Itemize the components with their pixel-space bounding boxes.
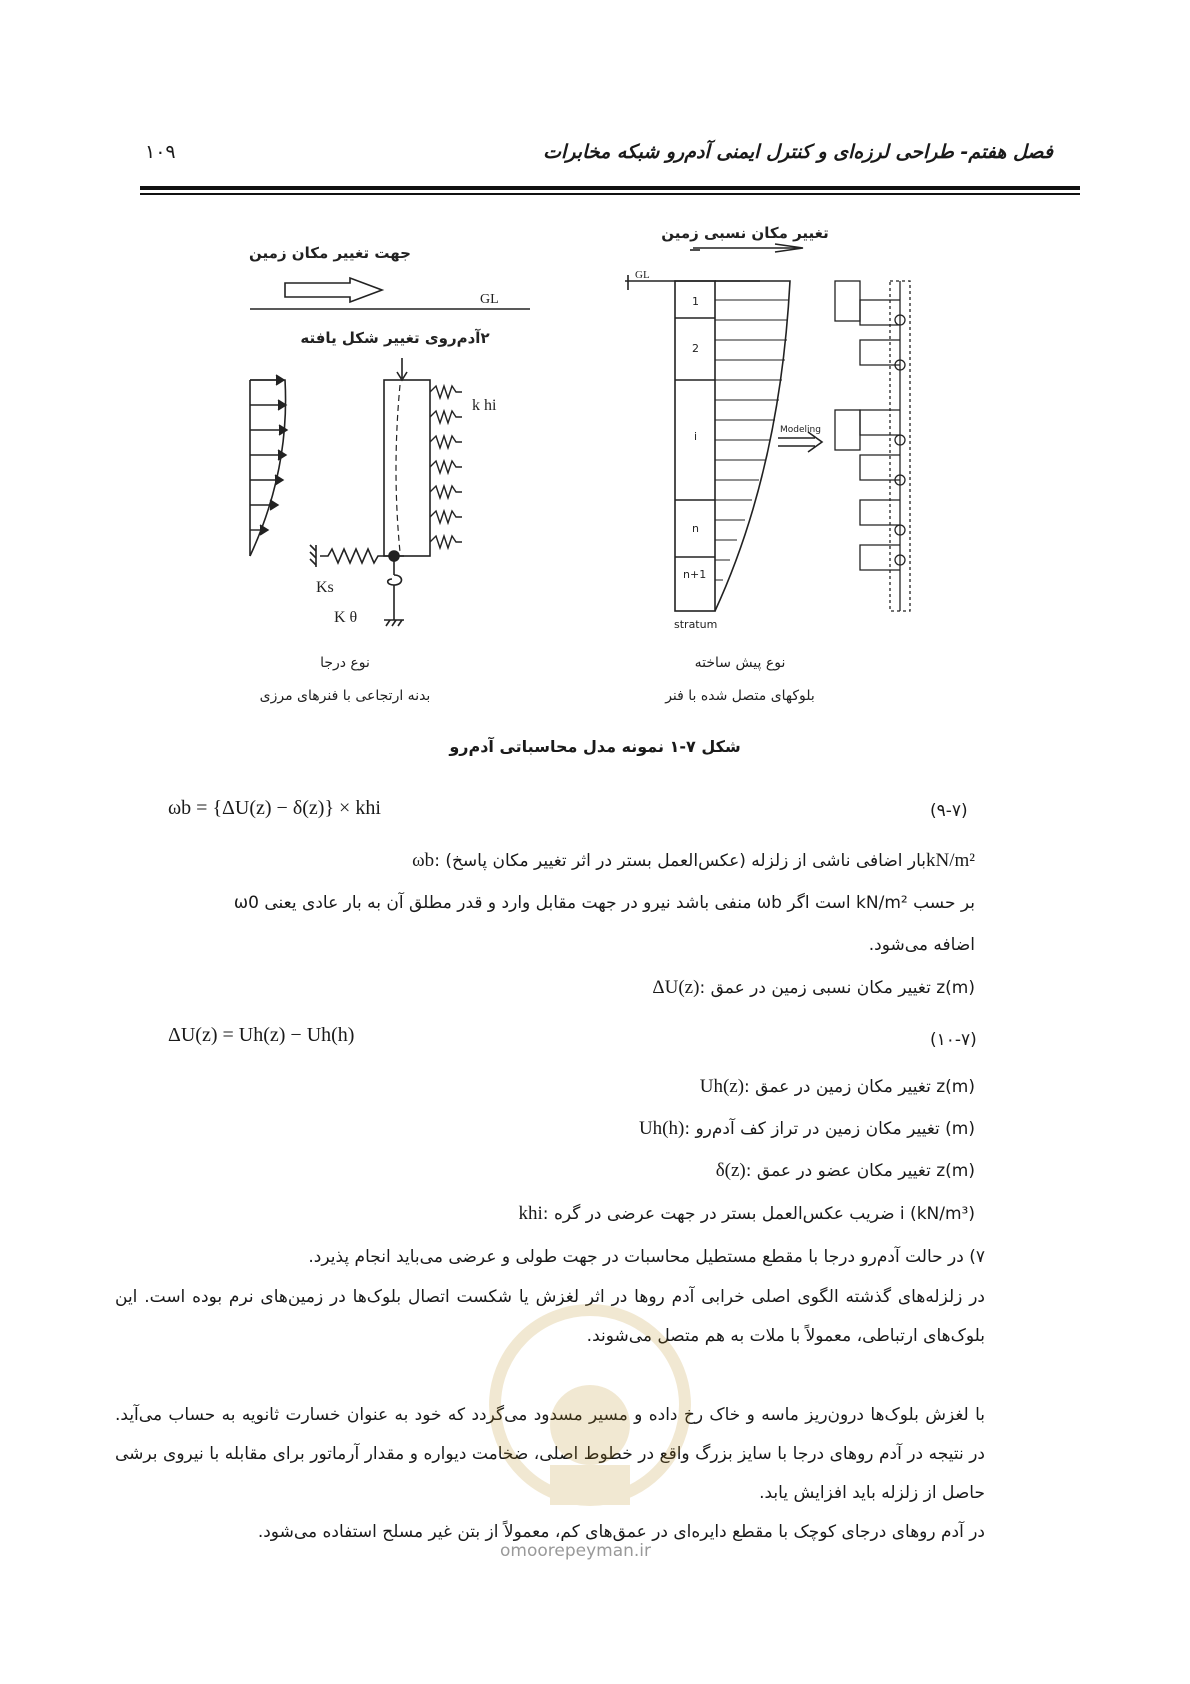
def-dz-text: : تغییر مکان عضو در عمق z(m) <box>745 1161 975 1181</box>
paragraph-small-manholes: در آدم روهای درجای کوچک با مقطع دایره‌ای در عمق‌های کم، معمولاً از بتن غیر مسلح استفاده می‌شود. <box>257 1522 985 1542</box>
def-wb-symbol: ωb <box>412 850 435 871</box>
def-wb-line3: اضافه می‌شود. <box>868 935 975 955</box>
def-du <box>652 977 975 999</box>
def-wb-text: : بار اضافی ناشی از زلزله (عکس‌العمل بستر در اثر تغییر مکان پاسخ) <box>434 851 927 871</box>
def-wb <box>412 850 975 872</box>
manhole-model-figure <box>0 0 1190 720</box>
equation-10-7: ΔU(z) = Uh(z) − Uh(h) <box>168 1024 355 1046</box>
ktheta-label: K θ <box>334 609 358 626</box>
def-wb-line2: بر حسب kN/m² است اگر ωb منفی باشد نیرو در جهت مقابل وارد و قدر مطلق آن به بار عادی یعنی ω0 <box>233 893 975 913</box>
ks-label: Ks <box>316 579 334 596</box>
gl-label-right: GL <box>635 269 650 281</box>
right-model-label: بلوکهای متصل شده با فنر <box>665 688 815 704</box>
segment-label: 1 <box>692 295 699 308</box>
manhole-body <box>384 380 430 556</box>
modeling-label: Modeling <box>780 425 821 435</box>
figure-caption: شکل ۷-۱ نمونه مدل محاسباتی آدم‌رو <box>449 737 741 756</box>
def-wb-unit: kN/m² <box>926 850 975 871</box>
chapter-title: فصل هفتم- طراحی لرزه‌ای و کنترل ایمنی آدم‌رو شبکه مخابرات <box>543 141 1053 163</box>
def-uhh-symbol: Uh(h) <box>638 1118 685 1139</box>
paragraph-failure: در زلزله‌های گذشته الگوی اصلی خرابی آدم روها در اثر لغزش یا شکست اتصال بلوک‌ها در زمین‌های نرم بوده است. این بلوک‌های ارتباطی، معمولاً با ملات به هم متصل می‌شوند. <box>115 1287 985 1346</box>
def-du-symbol: ΔU(z) <box>652 977 700 998</box>
arrow-label: جهت تغییر مکان زمین <box>249 244 411 262</box>
deformed-label: ۲آدم‌روی تغییر شکل یافته <box>300 329 490 347</box>
right-type-label: نوع پیش ساخته <box>694 655 786 671</box>
def-khi-symbol: khi <box>518 1203 543 1224</box>
watermark-text: omoorepeyman.ir <box>500 1541 652 1561</box>
def-khi <box>519 1203 975 1225</box>
def-dz-symbol: δ(z) <box>715 1160 746 1181</box>
segment-label: 2 <box>692 342 699 355</box>
segment-label: i <box>694 430 698 443</box>
def-khi-text: : ضریب عکس‌العمل بستر در جهت عرضی در گره i (kN/m³) <box>542 1204 975 1224</box>
equation-number-10-7: (۱۰-۷) <box>930 1030 977 1050</box>
def-uhh <box>639 1118 975 1140</box>
segment-label: n <box>692 522 699 535</box>
watermark-seal <box>470 1285 710 1545</box>
def-uhz <box>700 1076 975 1098</box>
equation-number-9-7: (۹-۷) <box>930 801 968 821</box>
k-theta-spring <box>388 575 402 585</box>
segment-label: n+1 <box>683 568 707 581</box>
def-dz <box>716 1160 975 1182</box>
block-spring-model <box>835 281 910 611</box>
equation-9-7: ωb = {ΔU(z) − δ(z)} × khi <box>168 797 381 819</box>
gl-label-left: GL <box>480 292 499 307</box>
lateral-springs <box>430 386 462 548</box>
page-number: ۱۰۹ <box>145 141 176 163</box>
modeling-arrow <box>778 432 822 452</box>
left-model-label: بدنه ارتجاعی با فنرهای مرزی <box>259 688 431 704</box>
ground-displacement-arrow <box>285 278 382 302</box>
def-uhz-text: : تغییر مکان زمین در عمق z(m) <box>744 1077 975 1097</box>
precast-column <box>675 281 715 611</box>
def-du-text: : تغییر مکان نسبی زمین در عمق z(m) <box>699 978 975 998</box>
def-uhh-text: : تغییر مکان زمین در تراز کف آدم‌رو (m) <box>684 1119 975 1139</box>
stratum-label: stratum <box>674 618 718 631</box>
paragraph-7: ۷) در حالت آدم‌رو درجا با مقطع مستطیل محاسبات در جهت طولی و عرضی می‌باید انجام پذیرد. <box>308 1247 985 1267</box>
left-type-label: نوع درجا <box>320 655 370 671</box>
khi-label: k hi <box>472 397 497 414</box>
right-title: تغییر مکان نسبی زمین <box>661 224 829 242</box>
paragraph-sliding: با لغزش بلوک‌ها درون‌ریز ماسه و خاک رخ داده و مسیر مسدود می‌گردد که خود به عنوان خسارت ثانویه به حساب می‌آید. در نتیجه در آدم روهای درجا با سایز بزرگ واقع در خطوط اصلی، ضخامت دیواره و مقدار آرماتور برای مقابله با نیروی برشی حاصل از زلزله باید افزایش یابد. <box>115 1405 985 1503</box>
def-uhz-symbol: Uh(z) <box>699 1076 745 1097</box>
